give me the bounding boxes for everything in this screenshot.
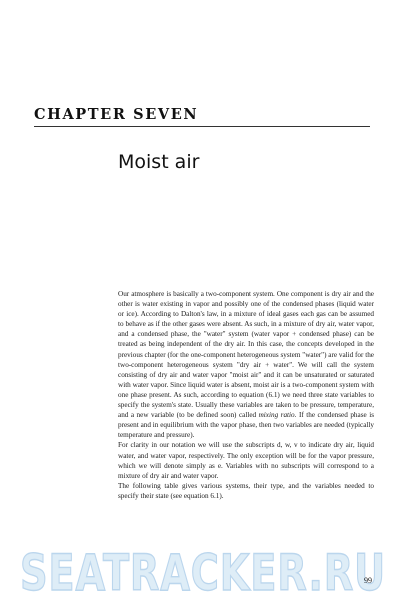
- watermark-text: SEATRACKER.RU: [20, 544, 386, 600]
- paragraph-1: [118, 289, 374, 440]
- paragraph-1-text: Our atmosphere is basically a two-component system. One component is dry air and the other is water existing in vapor and possibly one of the condensed phases (liquid water or ice). According to Dalton's law, in a mixture of ideal gases each gas can be assumed to behave as if the other gases were absent. As such, in a mixture of dry air, water vapor, and a condensed phase, the "water" system (water vapor + condensed phase) can be treated as being independent of the dry air. In this case, the concepts developed in the previous chapter (for the one-component heterogeneous system "water") are valid for the two-component heterogeneous system "dry air + water". We will call the system consisting of dry air and water vapor "moist air" and it can be unsaturated or saturated with water vapor. Since liquid water is absent, moist air is a two-component system with one phase present. As such, according to equation (6.1) we need three state variables to specify the system's state. Usually these variables are taken to be pressure, temperature, and a new variable (to be defined soon) called: [118, 290, 374, 420]
- heading-rule: [34, 126, 370, 127]
- page-number: 99: [364, 576, 372, 585]
- paragraph-3: The following table gives various systems, their type, and the variables needed to specify their state (see equation 6.1).: [118, 481, 374, 500]
- watermark: [20, 540, 390, 600]
- body-text: [118, 289, 374, 501]
- chapter-title: Moist air: [118, 151, 200, 173]
- chapter-label: CHAPTER SEVEN: [34, 106, 199, 123]
- paragraph-1-end: If the condensed phase is present and in equilibrium with the vapor phase, then two variables are needed (typically temperature and pressure).: [118, 411, 374, 440]
- paragraph-1-emphasis: mixing ratio.: [258, 411, 297, 420]
- paragraph-2: For clarity in our notation we will use the subscripts d, w, v to indicate dry air, liquid water, and water vapor, respectively. The only exception will be for the vapor pressure, which we will denote simply as e. Variables with no subscripts will correspond to a mixture of dry air and water vapor.: [118, 441, 374, 480]
